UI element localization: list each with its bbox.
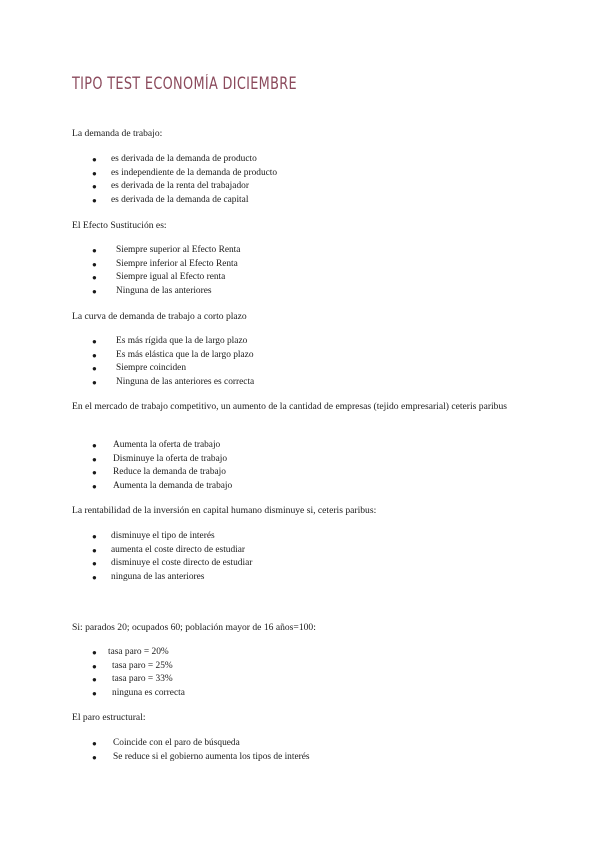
question-1: La demanda de trabajo: — [72, 128, 163, 139]
bullet-icon: ● — [92, 661, 97, 671]
option-text: Aumenta la demanda de trabajo — [113, 480, 233, 491]
option-text: Siempre superior al Efecto Renta — [116, 245, 241, 255]
option-text: es derivada de la demanda de capital — [111, 194, 249, 205]
page-title: TIPO TEST ECONOMÍA DICIEMBRE — [72, 74, 297, 93]
option-text: disminuye el coste directo de estudiar — [111, 558, 253, 568]
option-text: Siempre igual al Efecto renta — [116, 272, 226, 282]
option-text: Coincide con el paro de búsqueda — [113, 738, 240, 748]
option-text: Se reduce si el gobierno aumenta los tipos de interés — [113, 751, 310, 762]
bullet-icon: ● — [92, 364, 97, 373]
option-text: es independiente de la demanda de producto — [111, 167, 278, 178]
bullet-icon: ● — [92, 182, 97, 191]
bullet-icon: ● — [92, 572, 97, 582]
question-4: En el mercado de trabajo competitivo, un aumento de la cantidad de empresas (tejido empresarial) ceteris paribus — [72, 401, 508, 412]
question-7: El paro estructural: — [72, 712, 146, 723]
option-text: Es más rígida que la de largo plazo — [116, 336, 248, 346]
bullet-icon: ● — [92, 195, 97, 205]
question-2: El Efecto Sustitución es: — [72, 220, 167, 231]
question-5: La rentabilidad de la inversión en capital humano disminuye si, ceteris paribus: — [72, 505, 377, 516]
bullet-icon: ● — [92, 752, 97, 762]
bullet-icon: ● — [92, 168, 97, 178]
bullet-icon: ● — [92, 273, 97, 282]
bullet-icon: ● — [92, 545, 97, 555]
option-text: Siempre inferior al Efecto Renta — [116, 258, 238, 269]
bullet-icon: ● — [92, 155, 97, 164]
option-text: Reduce la demanda de trabajo — [113, 467, 226, 477]
question-3: La curva de demanda de trabajo a corto plazo — [72, 311, 247, 322]
option-text: Siempre coinciden — [116, 363, 187, 373]
option-text: tasa paro = 25% — [112, 660, 173, 671]
bullet-icon: ● — [92, 559, 97, 568]
option-text: es derivada de la renta del trabajador — [111, 181, 249, 191]
question-6: Si: parados 20; ocupados 60; población mayor de 16 años=100: — [72, 622, 316, 633]
option-text: Disminuye la oferta de trabajo — [113, 453, 228, 464]
bullet-icon: ● — [92, 675, 97, 684]
option-text: Ninguna de las anteriores es correcta — [116, 376, 255, 387]
option-text: Ninguna de las anteriores — [116, 285, 212, 296]
option-text: disminuye el tipo de interés — [111, 531, 215, 541]
option-text: ninguna es correcta — [112, 687, 185, 698]
option-text: Es más elástica que la de largo plazo — [116, 349, 254, 360]
bullet-icon: ● — [92, 688, 97, 698]
bullet-icon: ● — [92, 377, 97, 387]
option-text: aumenta el coste directo de estudiar — [111, 544, 246, 555]
bullet-icon: ● — [92, 532, 97, 541]
bullet-icon: ● — [92, 246, 97, 255]
option-text: tasa paro = 33% — [112, 674, 173, 684]
option-text: es derivada de la demanda de producto — [111, 154, 257, 164]
bullet-icon: ● — [92, 441, 97, 450]
bullet-icon: ● — [92, 337, 97, 346]
bullet-icon: ● — [92, 259, 97, 269]
bullet-icon: ● — [92, 739, 97, 748]
bullet-icon: ● — [92, 350, 97, 360]
option-text: ninguna de las anteriores — [111, 571, 205, 582]
bullet-icon: ● — [92, 648, 97, 657]
option-text: tasa paro = 20% — [108, 647, 169, 657]
bullet-icon: ● — [92, 481, 97, 491]
bullet-icon: ● — [92, 454, 97, 464]
option-text: Aumenta la oferta de trabajo — [113, 440, 221, 450]
bullet-icon: ● — [92, 286, 97, 296]
bullet-icon: ● — [92, 468, 97, 477]
